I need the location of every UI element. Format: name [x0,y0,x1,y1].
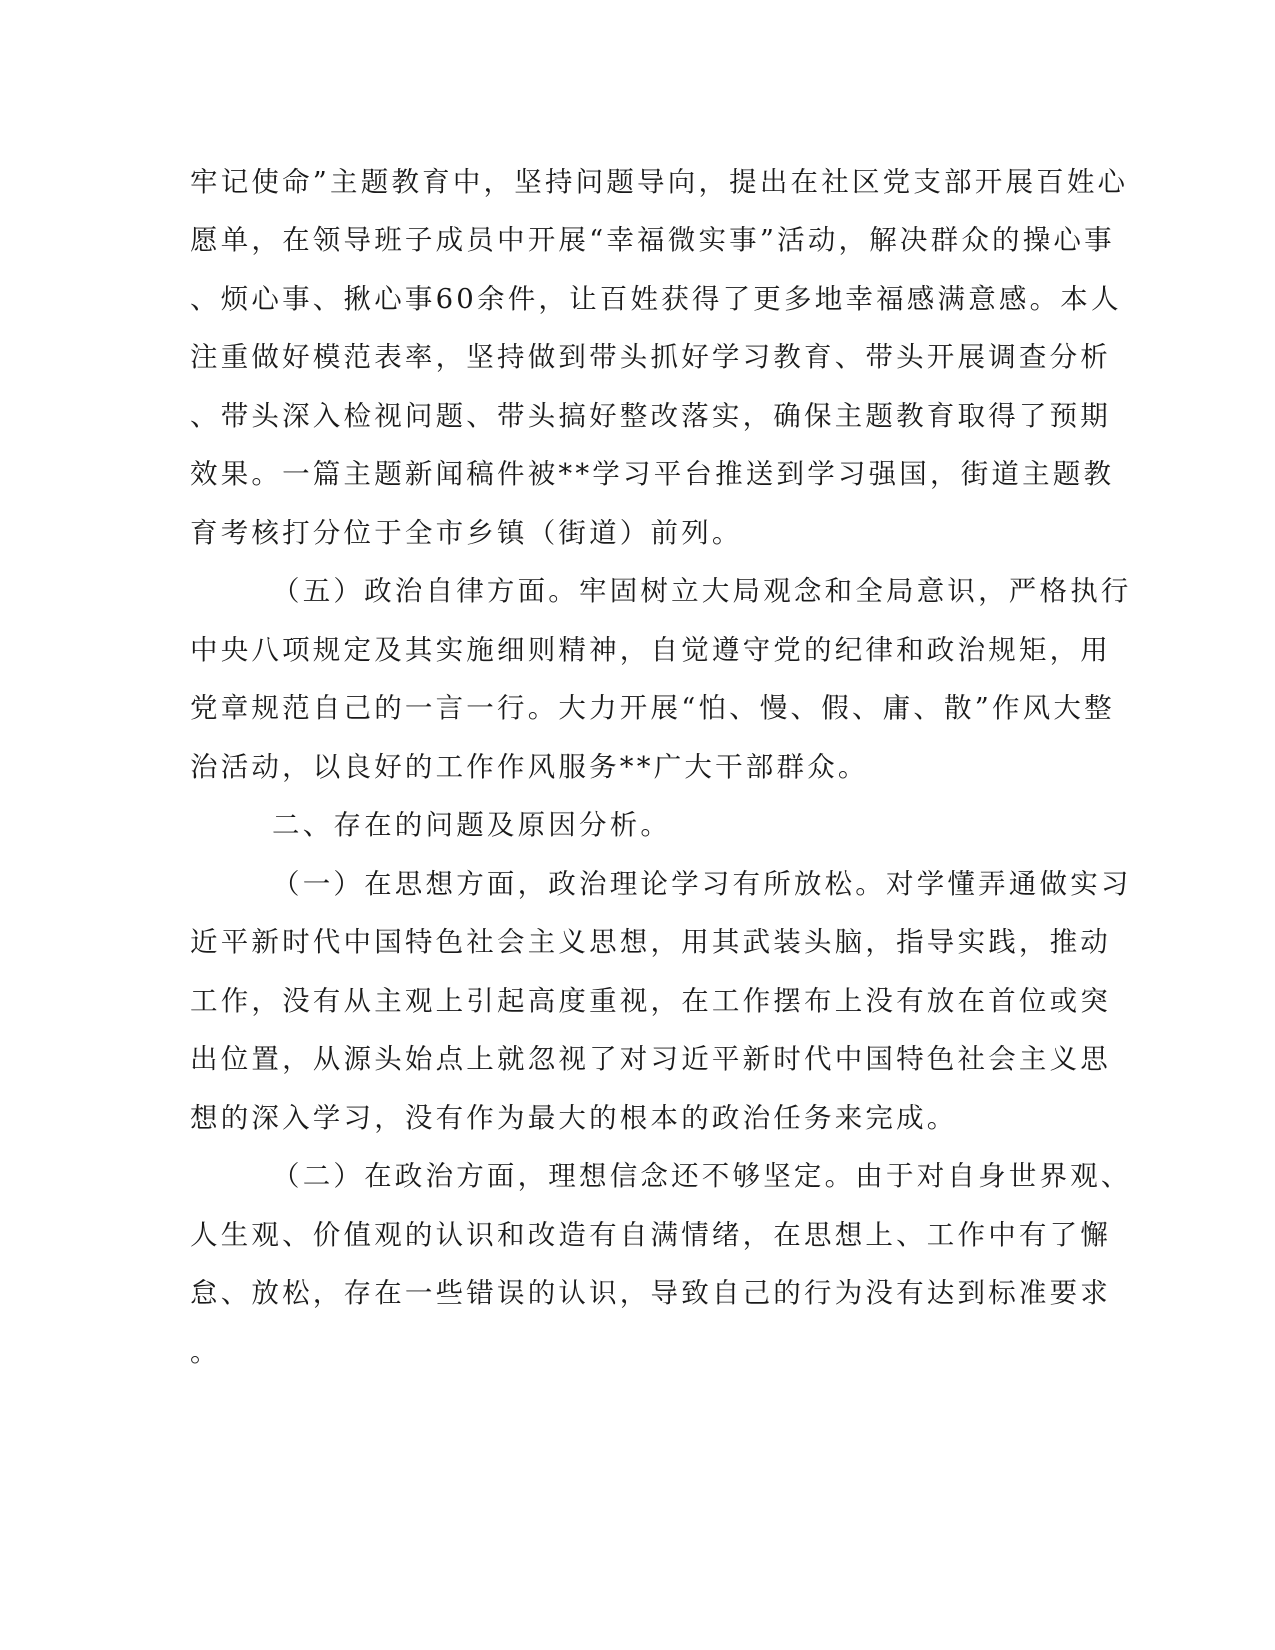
text-line: 想的深入学习，没有作为最大的根本的政治任务来完成。 [190,1102,958,1134]
text-line: 人生观、价值观的认识和改造有自满情绪，在思想上、工作中有了懈 [190,1219,1111,1251]
text-line: 注重做好模范表率，坚持做到带头抓好学习教育、带头开展调查分析 [190,341,1111,373]
text-line: 效果。一篇主题新闻稿件被**学习平台推送到学习强国，街道主题教 [190,458,1115,490]
paragraph-one-heading: （一）在思想方面，政治理论学习有所放松。对学懂弄通做实习 [272,868,1132,900]
text-line: 牢记使命”主题教育中，坚持问题导向，提出在社区党支部开展百姓心 [190,166,1129,198]
text-line: 党章规范自己的一言一行。大力开展“怕、慢、假、庸、散”作风大整 [190,692,1115,724]
text-line: 、带头深入检视问题、带头搞好整改落实，确保主题教育取得了预期 [190,400,1111,432]
text-line: 、烦心事、揪心事60余件，让百姓获得了更多地幸福感满意感。本人 [190,283,1122,315]
text-line: 中央八项规定及其实施细则精神，自觉遵守党的纪律和政治规矩，用 [190,634,1111,666]
text-line: 近平新时代中国特色社会主义思想，用其武装头脑，指导实践，推动 [190,926,1111,958]
section-two-heading: 二、存在的问题及原因分析。 [272,809,672,841]
text-line: 出位置，从源头始点上就忽视了对习近平新时代中国特色社会主义思 [190,1043,1111,1075]
text-line: 愿单，在领导班子成员中开展“幸福微实事”活动，解决群众的操心事 [190,224,1115,256]
text-line: 治活动，以良好的工作作风服务**广大干部群众。 [190,751,869,783]
text-line: 怠、放松，存在一些错误的认识，导致自己的行为没有达到标准要求 [190,1277,1111,1309]
text-line: 育考核打分位于全市乡镇（街道）前列。 [190,517,743,549]
text-line: 工作，没有从主观上引起高度重视，在工作摆布上没有放在首位或突 [190,985,1111,1017]
paragraph-five-heading: （五）政治自律方面。牢固树立大局观念和全局意识，严格执行 [272,575,1132,607]
paragraph-two-heading: （二）在政治方面，理想信念还不够坚定。由于对自身世界观、 [272,1160,1132,1192]
text-line: 。 [190,1336,221,1368]
